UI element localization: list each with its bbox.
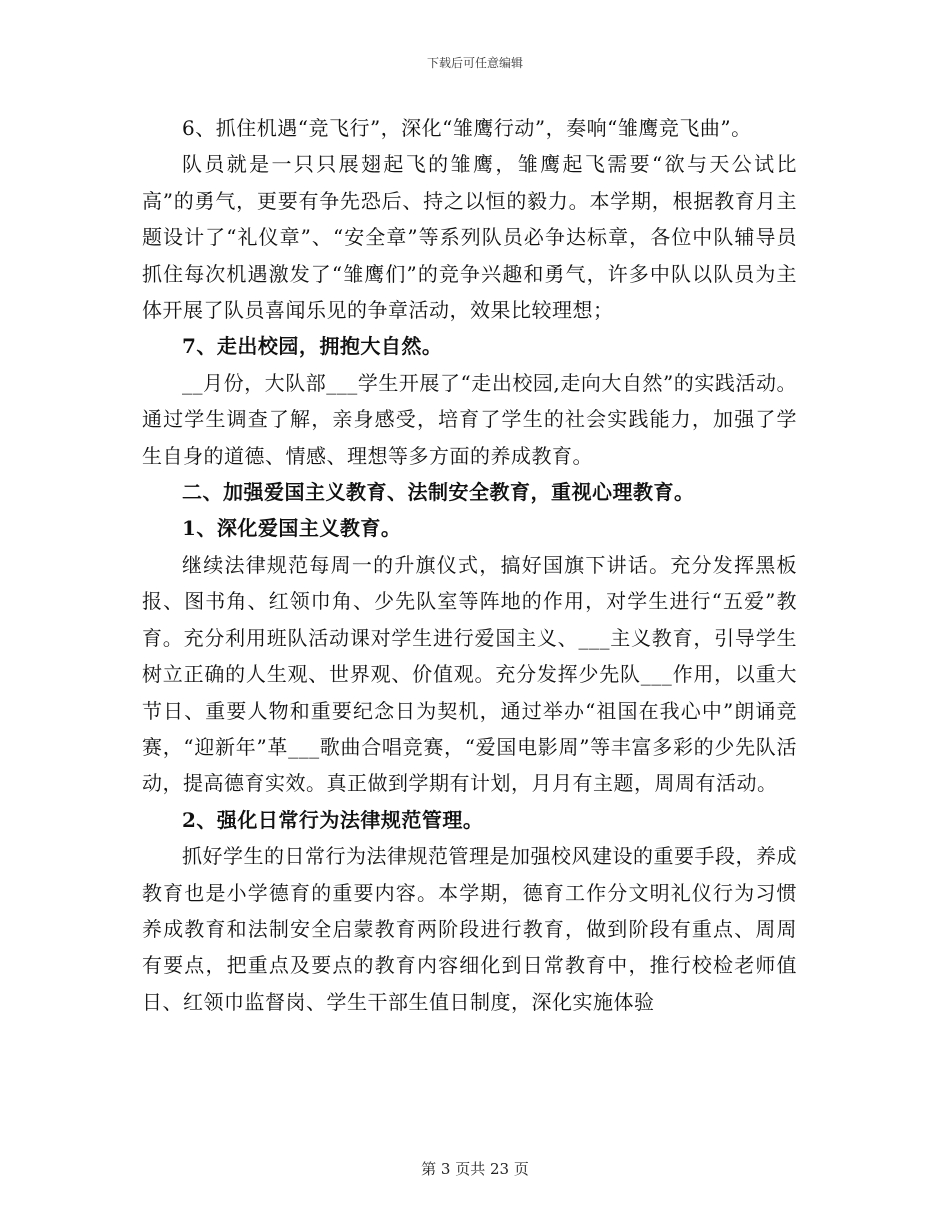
paragraph-2: 队员就是一只只展翅起飞的雏鹰，雏鹰起飞需要“欲与天公试比高”的勇气，更要有争先恐后、持之以恒的毅力。本学期，根据教育月主题设计了“礼仪章”、“安全章”等系列队员必争达标章，各位中队辅导员抓住每次机遇激发了“雏鹰们”的竞争兴趣和勇气，许多中队以队员为主体开展了队员喜闻乐见的争章活动，效果比较理想； [142,152,797,323]
subheading-2: 2、强化日常行为法律规范管理。 [182,807,484,832]
subheading-1: 1、深化爱国主义教育。 [182,516,402,541]
page-header: 下载后可任意编辑 [426,56,523,70]
paragraph-1: 6、抓住机遇“竞飞行”，深化“雏鹰行动”，奏响“雏鹰竞飞曲”。 [182,116,752,140]
document-body [142,110,797,1020]
heading-7: 7、走出校园，拥抱大自然。 [182,334,443,359]
page-footer: 第 3 页共 23 页 [421,1160,529,1178]
paragraph-4: 继续法律规范每周一的升旗仪式，搞好国旗下讲话。充分发挥黑板报、图书角、红领巾角、少先队室等阵地的作用，对学生进行“五爱”教育。充分利用班队活动课对学生进行爱国主义、___主义教育，引导学生树立正确的人生观、世界观、价值观。充分发挥少先队___作用，以重大节日、重要人物和重要纪念日为契机，通过举办“祖国在我心中”朗诵竞赛，“迎新年”革___歌曲合唱竞赛，“爱国电影周”等丰富多彩的少先队活动，提高德育实效。真正做到学期有计划，月月有主题，周周有活动。 [142,552,797,796]
section-heading-2: 二、加强爱国主义教育、法制安全教育，重视心理教育。 [182,480,695,505]
paragraph-3: __月份，大队部___学生开展了“走出校园,走向大自然”的实践活动。通过学生调查了解，亲身感受，培育了学生的社会实践能力，加强了学生自身的道德、情感、理想等多方面的养成教育。 [142,370,797,468]
paragraph-5: 抓好学生的日常行为法律规范管理是加强校风建设的重要手段，养成教育也是小学德育的重要内容。本学期，德育工作分文明礼仪行为习惯养成教育和法制安全启蒙教育两阶段进行教育，做到阶段有重点、周周有要点，把重点及要点的教育内容细化到日常教育中，推行校检老师值日、红领巾监督岗、学生干部生值日制度，深化实施体验 [142,844,797,1014]
